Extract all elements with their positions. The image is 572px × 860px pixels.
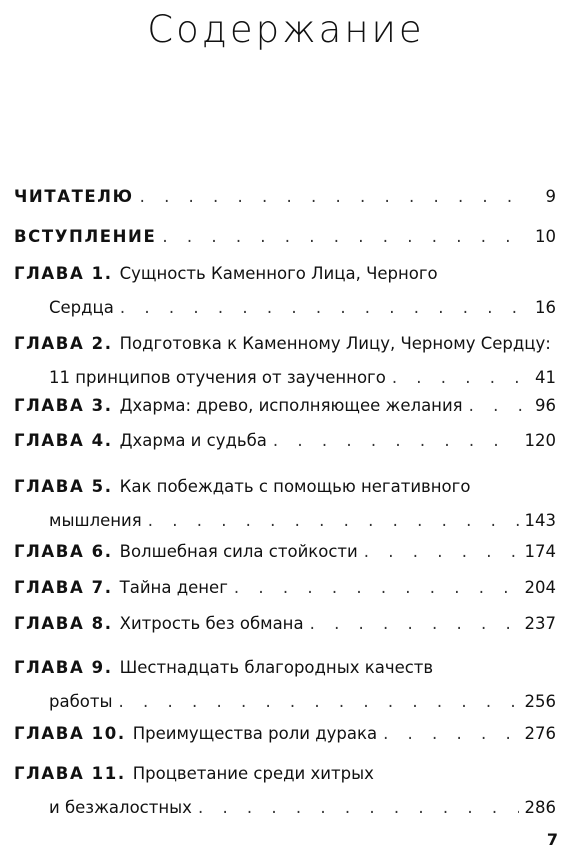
toc-line <box>14 470 556 504</box>
toc-line <box>14 791 556 825</box>
toc-entry[interactable] <box>14 535 556 569</box>
toc-line <box>14 757 556 791</box>
toc-entry-label: ГЛАВА 2. <box>14 334 113 353</box>
toc-entry-label: ЧИТАТЕЛЮ <box>14 187 134 206</box>
toc-entry-title: Волшебная сила стойкости <box>119 542 358 561</box>
toc-entry-title: Подготовка к Каменному Лицу, Черному Сердцу: <box>119 334 551 353</box>
toc-entry-label: ГЛАВА 7. <box>14 578 113 597</box>
toc-line <box>14 504 556 538</box>
toc-entry[interactable] <box>14 651 556 719</box>
toc-entry-label: ГЛАВА 8. <box>14 614 113 633</box>
toc-line <box>14 291 556 325</box>
toc-entry-title: 11 принципов отучения от заученного <box>49 368 386 387</box>
toc-entry-title: работы <box>49 692 113 711</box>
toc-entry-label: ГЛАВА 6. <box>14 542 113 561</box>
toc-line <box>14 389 556 423</box>
toc-page-number: 143 <box>524 511 556 530</box>
toc-entry[interactable] <box>14 389 556 423</box>
toc-page-number: 174 <box>524 542 556 561</box>
toc-entry-title: Хитрость без обмана <box>119 614 304 633</box>
toc-line <box>14 607 556 641</box>
page-title: Содержание <box>147 8 425 51</box>
toc-entry-title: Дхарма и судьба <box>119 431 267 450</box>
toc-entry-title: Как побеждать с помощью негативного <box>119 477 471 496</box>
toc-entry-label: ГЛАВА 1. <box>14 264 113 283</box>
toc-page-number: 120 <box>524 431 556 450</box>
dot-leader <box>120 291 529 325</box>
toc-entry[interactable] <box>14 180 556 214</box>
dot-leader <box>148 504 519 538</box>
toc-line <box>14 571 556 605</box>
toc-entry-label: ВСТУПЛЕНИЕ <box>14 227 157 246</box>
toc-entry[interactable] <box>14 757 556 825</box>
toc-page-number: 41 <box>535 368 556 387</box>
dot-leader <box>234 571 519 605</box>
toc-line <box>14 685 556 719</box>
toc-entry-title: Сущность Каменного Лица, Черного <box>119 264 438 283</box>
toc-line <box>14 717 556 751</box>
dot-leader <box>310 607 519 641</box>
toc-page-number: 96 <box>535 396 556 415</box>
toc-line <box>14 535 556 569</box>
toc-page-number: 10 <box>535 227 556 246</box>
toc-page-number: 276 <box>524 724 556 743</box>
toc-entry-title: Сердца <box>49 298 114 317</box>
toc-line <box>14 424 556 458</box>
toc-entry-label: ГЛАВА 4. <box>14 431 113 450</box>
dot-leader <box>383 717 518 751</box>
toc-entry-title: Шестнадцать благородных качеств <box>119 658 434 677</box>
toc-page-number: 204 <box>524 578 556 597</box>
page-number: 7 <box>546 830 558 849</box>
toc-entry[interactable] <box>14 607 556 641</box>
toc-page-number: 9 <box>545 187 556 206</box>
dot-leader <box>162 220 529 254</box>
toc-page-number: 256 <box>524 692 556 711</box>
toc-line <box>14 220 556 254</box>
dot-leader <box>273 424 519 458</box>
dot-leader <box>140 180 530 214</box>
toc-entry-title: Тайна денег <box>119 578 228 597</box>
toc-line <box>14 257 556 291</box>
toc-entry-title: мышления <box>49 511 142 530</box>
toc-entry-label: ГЛАВА 10. <box>14 724 126 743</box>
toc-entry[interactable] <box>14 220 556 254</box>
toc-line <box>14 327 556 361</box>
dot-leader <box>469 389 529 423</box>
toc-page-number: 237 <box>524 614 556 633</box>
toc-entry-title: и безжалостных <box>49 798 192 817</box>
dot-leader <box>119 685 519 719</box>
toc-entry-label: ГЛАВА 5. <box>14 477 113 496</box>
toc-entry-label: ГЛАВА 11. <box>14 764 126 783</box>
toc-entry[interactable] <box>14 470 556 538</box>
toc-entry-title: Преимущества роли дурака <box>132 724 378 743</box>
toc-entry[interactable] <box>14 424 556 458</box>
toc-entry[interactable] <box>14 571 556 605</box>
toc-entry-title: Процветание среди хитрых <box>132 764 374 783</box>
toc-entry[interactable] <box>14 717 556 751</box>
toc-line <box>14 651 556 685</box>
toc-entry[interactable] <box>14 327 556 395</box>
toc-entry-title: Дхарма: древо, исполняющее желания <box>119 396 463 415</box>
toc-line <box>14 180 556 214</box>
dot-leader <box>198 791 519 825</box>
toc-entry-label: ГЛАВА 3. <box>14 396 113 415</box>
toc-entry-label: ГЛАВА 9. <box>14 658 113 677</box>
toc-entry[interactable] <box>14 257 556 325</box>
toc-page-number: 16 <box>535 298 556 317</box>
toc-page-number: 286 <box>524 798 556 817</box>
dot-leader <box>364 535 519 569</box>
